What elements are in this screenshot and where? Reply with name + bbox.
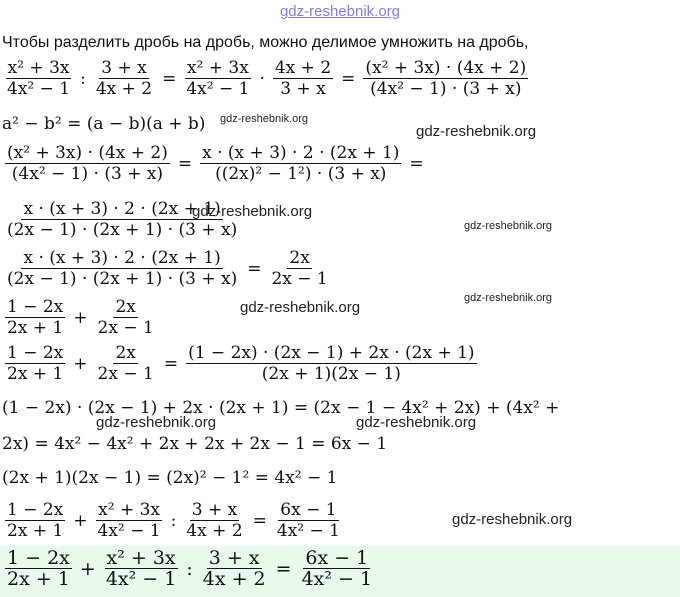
fraction: $\frac{(1 - 2x) \cdot (2x - 1) + 2x \cdot (2x + 1)}{(2x + 1)(2x - 1)}$ xyxy=(188,343,475,384)
equation-combined: $\frac{1 - 2x}{2x + 1}$ + $\frac{\text{x² + 3x}}{\text{4x² − 1}}$ : $\frac{3 + x}{4x + 2}$ = $\frac{6x - 1}{\text{4x² − 1}}$ xyxy=(7,500,340,541)
equation-factorization: $\frac{\text{(x² + 3x) · (4x + 2)}}{\text{(4x² − 1) · (3 + x)}}$ = $\frac{x \cdot (x + 3) \cdot 2 \cdot (2x + 1)}{\text{((2x)² − 1²) · (3 + x)}}$ = xyxy=(7,143,424,184)
fraction: $\frac{\text{x² + 3x}}{\text{4x² − 1}}$ xyxy=(186,58,250,99)
fraction: $\frac{1 - 2x}{2x + 1}$ xyxy=(7,500,64,541)
site-link[interactable]: gdz-reshebnik.org xyxy=(279,3,401,20)
fraction: $\frac{2x}{2x - 1}$ xyxy=(271,248,328,289)
numerator-expansion-line-1: (1 − 2x) · (2x − 1) + 2x · (2x + 1) = (2x − 1 − 4x² + 2x) + (4x² + xyxy=(2,398,560,418)
fraction: $\frac{2x}{2x - 1}$ xyxy=(97,297,154,338)
fraction: $\frac{x \cdot (x + 3) \cdot 2 \cdot (2x + 1)}{(2x - 1) \cdot (2x + 1) \cdot (3 + x)}$ xyxy=(7,199,238,240)
fraction: $\frac{3 + x}{4x + 2}$ xyxy=(202,547,266,590)
fraction: $\frac{\text{x² + 3x}}{\text{4x² − 1}}$ xyxy=(97,500,161,541)
fraction: $\frac{6x - 1}{\text{4x² − 1}}$ xyxy=(276,500,340,541)
fraction: $\frac{6x - 1}{\text{4x² − 1}}$ xyxy=(301,547,373,590)
fraction: $\frac{\text{(x² + 3x) · (4x + 2)}}{\text{(4x² − 1) · (3 + x)}}$ xyxy=(365,58,527,99)
fraction: $\frac{x \cdot (x + 3) \cdot 2 \cdot (2x + 1)}{(2x - 1) \cdot (2x + 1) \cdot (3 + x)}$ xyxy=(7,248,238,289)
watermark: gdz-reshebnik.org xyxy=(240,299,361,316)
equation-simplified: $\frac{x \cdot (x + 3) \cdot 2 \cdot (2x + 1)}{(2x - 1) \cdot (2x + 1) \cdot (3 + x)}$ = $\frac{2x}{2x - 1}$ xyxy=(7,248,328,289)
fraction: $\frac{\text{x² + 3x}}{\text{4x² − 1}}$ xyxy=(7,58,71,99)
fraction: $\frac{4x + 2}{3 + x}$ xyxy=(274,58,332,99)
watermark: gdz-reshebnik.org xyxy=(464,292,553,304)
watermark: gdz-reshebnik.org xyxy=(452,511,573,528)
watermark: gdz-reshebnik.org xyxy=(464,220,553,232)
equation-division-to-multiplication: $\frac{\text{x² + 3x}}{\text{4x² − 1}}$ : $\frac{3 + x}{4x + 2}$ = $\frac{\text{x² + 3x}}{\text{4x² − 1}}$ · $\frac{4x + 2}{3 + x}$ = $\frac{\text{(x² + 3x) · (4x + 2)}}{\text{(4x² − 1) · (3 + x)}}$ xyxy=(7,58,527,99)
denominator-expansion: (2x + 1)(2x − 1) = (2x)² − 1² = 4x² − 1 xyxy=(2,468,338,488)
intro-text: Чтобы разделить дробь на дробь, можно делимое умножить на дробь, xyxy=(2,34,529,51)
sum-expression: $\frac{1 - 2x}{2x + 1}$ + $\frac{2x}{2x - 1}$ xyxy=(7,297,154,338)
watermark: gdz-reshebnik.org xyxy=(96,414,217,431)
fraction: $\frac{\text{x² + 3x}}{\text{4x² − 1}}$ xyxy=(105,547,177,590)
watermark: gdz-reshebnik.org xyxy=(220,113,309,125)
watermark: gdz-reshebnik.org xyxy=(192,203,313,220)
fraction: $\frac{1 - 2x}{2x + 1}$ xyxy=(7,547,70,590)
fraction: $\frac{3 + x}{4x + 2}$ xyxy=(95,58,153,99)
fraction: $\frac{1 - 2x}{2x + 1}$ xyxy=(7,343,64,384)
watermark: gdz-reshebnik.org xyxy=(416,123,537,140)
difference-of-squares-formula: a² − b² = (a − b)(a + b) xyxy=(2,114,206,134)
watermark: gdz-reshebnik.org xyxy=(356,414,477,431)
numerator-expansion-line-2: 2x) = 4x² − 4x² + 2x + 2x + 2x − 1 = 6x − 1 xyxy=(2,434,388,454)
fraction: $\frac{x \cdot (x + 3) \cdot 2 \cdot (2x + 1)}{\text{((2x)² − 1²) · (3 + x)}}$ xyxy=(202,143,400,184)
fraction: $\frac{1 - 2x}{2x + 1}$ xyxy=(7,297,64,338)
final-answer: $\frac{1 - 2x}{2x + 1}$ + $\frac{\text{x² + 3x}}{\text{4x² − 1}}$ : $\frac{3 + x}{4x + 2}$ = $\frac{6x - 1}{\text{4x² − 1}}$ xyxy=(7,547,373,590)
fraction: $\frac{3 + x}{4x + 2}$ xyxy=(186,500,243,541)
fraction: $\frac{\text{(x² + 3x) · (4x + 2)}}{\text{(4x² − 1) · (3 + x)}}$ xyxy=(7,143,168,184)
fraction: $\frac{2x}{2x - 1}$ xyxy=(97,343,154,384)
sum-common-denominator: $\frac{1 - 2x}{2x + 1}$ + $\frac{2x}{2x - 1}$ = $\frac{(1 - 2x) \cdot (2x - 1) + 2x \cdot (2x + 1)}{(2x + 1)(2x - 1)}$ xyxy=(7,343,475,384)
